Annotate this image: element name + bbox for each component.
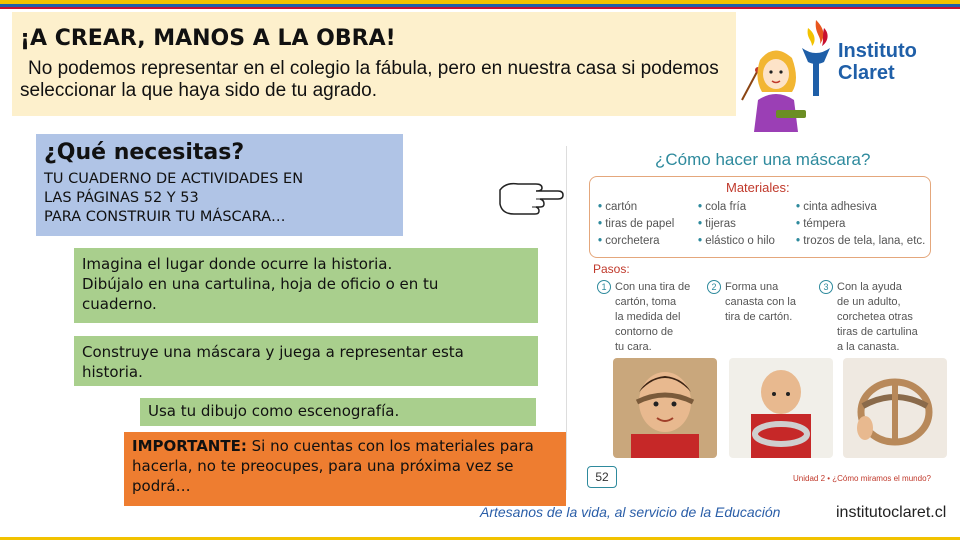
- page-title: ¡A CREAR, MANOS A LA OBRA!: [20, 26, 396, 51]
- needs-box: [36, 134, 403, 236]
- material-item: • tijeras: [698, 216, 775, 233]
- book-step-2: [707, 280, 796, 325]
- instituto-claret-logo: [794, 14, 954, 104]
- materials-col-3: [796, 199, 925, 250]
- step-number: 3: [819, 280, 833, 294]
- book-step-3: [819, 280, 918, 355]
- material-item: • cola fría: [698, 199, 775, 216]
- torch-logo-icon: [794, 14, 838, 104]
- materials-title: Materiales:: [726, 180, 790, 195]
- photo-child-measuring: [613, 358, 717, 458]
- material-item: • cartón: [598, 199, 674, 216]
- photo-finished-basket: [843, 358, 947, 458]
- book-step-1: [597, 280, 690, 355]
- footer-url[interactable]: institutoclaret.cl: [836, 504, 947, 521]
- textbook-page: [566, 146, 945, 490]
- important-text: Si no cuentas con los materiales para hacerla, no te preocupes, para una próxima vez se podrá…: [132, 437, 534, 495]
- step-imagine-text: Imagina el lugar donde ocurre la historia. Dibújalo en una cartulina, hoja de oficio o en tu cuaderno.: [82, 255, 439, 313]
- step-scenery-box: [140, 398, 536, 426]
- photo-child-basket: [729, 358, 833, 458]
- unit-label: Unidad 2 • ¿Cómo miramos el mundo?: [793, 474, 931, 483]
- needs-text: TU CUADERNO DE ACTIVIDADES EN LAS PÁGINAS 52 Y 53 PARA CONSTRUIR TU MÁSCARA…: [44, 171, 304, 225]
- top-stripe-red: [0, 7, 960, 9]
- intro-text: No podemos representar en el colegio la fábula, pero en nuestra casa si podemos seleccionar la que haya sido de tu agrado.: [20, 58, 719, 101]
- needs-heading: ¿Qué necesitas?: [44, 140, 245, 165]
- book-title: ¿Cómo hacer una máscara?: [655, 150, 871, 169]
- step-text: Forma una canasta con la tira de cartón.: [725, 281, 796, 323]
- important-label: IMPORTANTE:: [132, 437, 247, 455]
- pasos-label: Pasos:: [593, 262, 630, 276]
- material-item: • cinta adhesiva: [796, 199, 925, 216]
- step-build-text: Construye una máscara y juega a representar esta historia.: [82, 343, 464, 381]
- page-number: 52: [587, 466, 617, 488]
- material-item: • trozos de tela, lana, etc.: [796, 233, 925, 250]
- material-item: • elástico o hilo: [698, 233, 775, 250]
- material-item: • corchetera: [598, 233, 674, 250]
- step-scenery-text: Usa tu dibujo como escenografía.: [148, 402, 400, 420]
- step-build-box: [74, 336, 538, 386]
- materials-col-1: [598, 199, 674, 250]
- header-box: [12, 12, 736, 116]
- important-box: [124, 432, 566, 506]
- step-text: Con una tira de cartón, toma la medida del contorno de tu cara.: [615, 281, 691, 353]
- materials-col-2: [698, 199, 775, 250]
- materials-box: [589, 176, 931, 258]
- logo-name: Instituto Claret: [838, 40, 917, 84]
- footer-motto: Artesanos de la vida, al servicio de la Educación: [480, 504, 781, 520]
- material-item: • tiras de papel: [598, 216, 674, 233]
- step-imagine-box: [74, 248, 538, 323]
- step-number: 2: [707, 280, 721, 294]
- step-number: 1: [597, 280, 611, 294]
- step-text: Con la ayuda de un adulto, corchetea otras tiras de cartulina a la canasta.: [837, 281, 918, 353]
- pointing-hand-icon: [496, 178, 566, 218]
- material-item: • témpera: [796, 216, 925, 233]
